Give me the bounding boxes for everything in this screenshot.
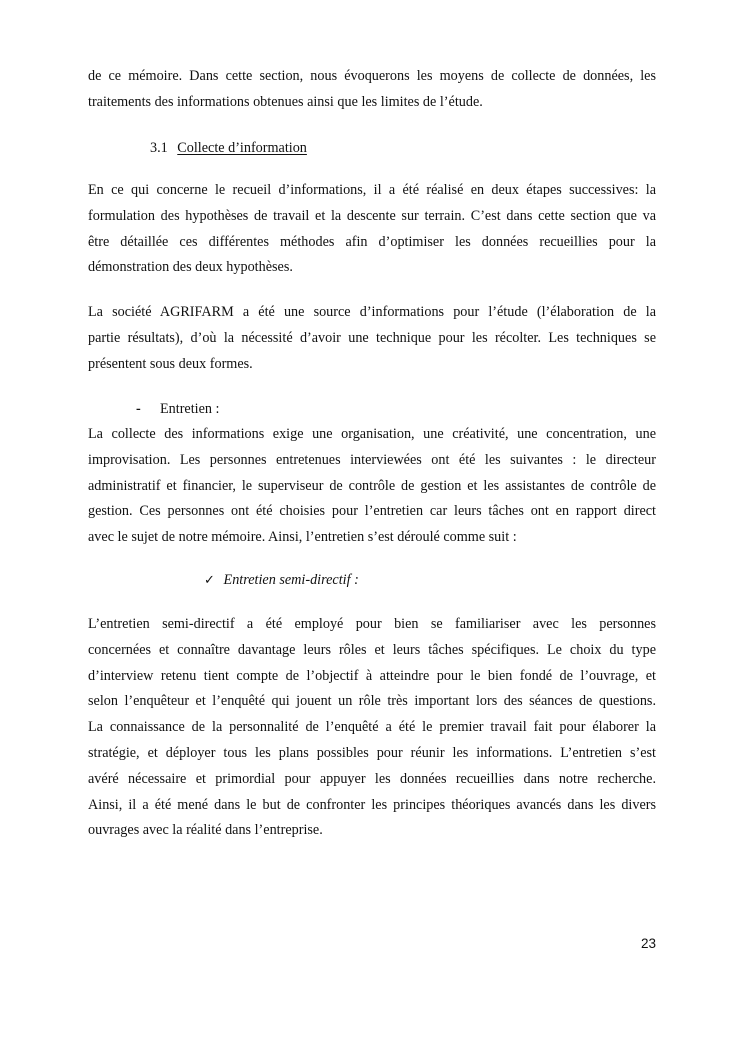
paragraph-line: d’interview retenu tient compte de l’objectif à atteindre pour le bien fondé de l’ouvrage, et [88, 667, 656, 684]
paragraph-line: En ce qui concerne le recueil d’informations, il a été réalisé en deux étapes successives: la [88, 182, 656, 198]
section-heading [150, 137, 307, 159]
paragraph-line: stratégie, et déployer tous les plans possibles pour réunir les informations. L’entretien s’est [88, 744, 656, 761]
paragraph-collecte [88, 422, 656, 551]
paragraph-line: avéré nécessaire et primordial pour appuyer les données recueillies dans notre recherche. [88, 770, 656, 787]
paragraph-line: La société AGRIFARM a été une source d’informations pour l’étude (l’élaboration de la [88, 304, 656, 320]
checkmark-icon: ✓ [204, 573, 215, 588]
subbullet-label: Entretien semi-directif : [223, 572, 359, 588]
page-number: 23 [640, 936, 656, 951]
paragraph-line: avec le sujet de notre mémoire. Ainsi, l’entretien s’est déroulé comme suit : [88, 529, 517, 546]
paragraph-agrifarm [88, 300, 656, 377]
paragraph-line: La connaissance de la personnalité de l’enquêté a été le premier travail fait pour élaborer la [88, 719, 656, 736]
section-number: 3.1 [150, 140, 168, 156]
paragraph-line: présentent sous deux formes. [88, 355, 253, 372]
paragraph-line: concernées et connaître davantage leurs rôles et leurs tâches spécifiques. Le choix du type [88, 641, 656, 658]
paragraph-line: La collecte des informations exige une organisation, une créativité, une concentration, une [88, 426, 656, 442]
paragraph-line: démonstration des deux hypothèses. [88, 259, 293, 276]
paragraph-line: L’entretien semi-directif a été employé pour bien se familiariser avec les personnes [88, 616, 656, 632]
paragraph-line: improvisation. Les personnes entretenues interviewées ont été les suivantes : le directeur [88, 451, 656, 468]
bullet-label-entretien: Entretien : [160, 401, 220, 417]
paragraph-line: ouvrages avec la réalité dans l’entreprise. [88, 822, 323, 839]
paragraph-line: Ainsi, il a été mené dans le but de confronter les principes théoriques avancés dans les divers [88, 796, 656, 813]
paragraph-line: selon l’enquêteur et l’enquêté qui jouent un rôle très important lors des séances de questions. [88, 693, 656, 710]
paragraph-line: formulation des hypothèses de travail et la descente sur terrain. C’est dans cette section que va [88, 207, 656, 224]
paragraph-line: partie résultats), d’où la nécessité d’avoir une technique pour les récolter. Les techniques se [88, 329, 656, 346]
paragraph-semi-directif [88, 612, 656, 844]
intro-paragraph [88, 64, 656, 116]
paragraph-line: traitements des informations obtenues ainsi que les limites de l’étude. [88, 93, 483, 110]
paragraph-line: être détaillée ces différentes méthodes afin d’optimiser les données recueillies pour la [88, 233, 656, 250]
paragraph-line: gestion. Ces personnes ont été choisies pour l’entretien car leurs tâches ont en rapport direct [88, 503, 656, 520]
section-title: Collecte d’information [177, 140, 307, 156]
checkmark-bullet-item [204, 569, 359, 592]
paragraph-line: administratif et financier, le superviseur de contrôle de gestion et les assistantes de contrôle de [88, 477, 656, 494]
dash-bullet-marker: - [136, 401, 141, 417]
paragraph-line: de ce mémoire. Dans cette section, nous évoquerons les moyens de collecte de données, les [88, 68, 656, 84]
paragraph-recueil [88, 178, 656, 281]
